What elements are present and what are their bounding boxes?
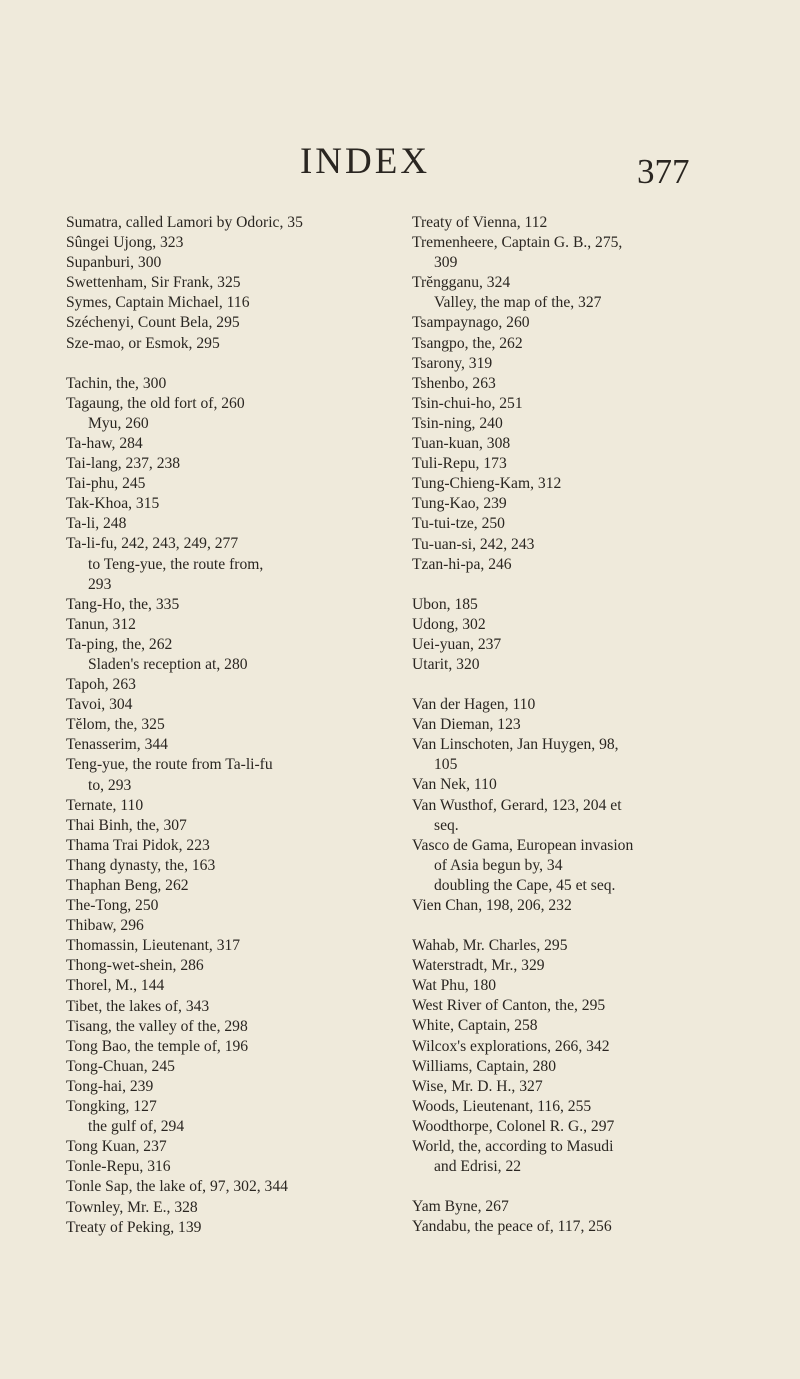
index-entry: Tonle-Repu, 316 bbox=[66, 1158, 171, 1176]
index-entry: Vasco de Gama, European invasion bbox=[412, 836, 634, 854]
index-entry: Woods, Lieutenant, 116, 255 bbox=[412, 1097, 592, 1115]
index-entry: Tsin-chui-ho, 251 bbox=[412, 394, 523, 412]
index-entry: Townley, Mr. E., 328 bbox=[66, 1198, 198, 1216]
index-entry: Tung-Kao, 239 bbox=[412, 495, 507, 513]
index-entry: World, the, according to Masudi bbox=[412, 1138, 614, 1156]
index-entry: Woodthorpe, Colonel R. G., 297 bbox=[412, 1117, 615, 1135]
index-subentry: 293 bbox=[88, 575, 112, 593]
index-entry: Van Nek, 110 bbox=[412, 776, 497, 794]
section-gap bbox=[412, 1177, 717, 1197]
index-entry: Williams, Captain, 280 bbox=[412, 1057, 557, 1075]
index-entry: Tak-Khoa, 315 bbox=[66, 495, 160, 513]
index-subentry: Myu, 260 bbox=[88, 414, 149, 432]
index-entry: Yam Byne, 267 bbox=[412, 1198, 509, 1216]
index-entry: Tachin, the, 300 bbox=[66, 374, 167, 392]
index-entry: Treaty of Peking, 139 bbox=[66, 1218, 202, 1236]
index-entry: Ubon, 185 bbox=[412, 595, 478, 613]
index-entry: Ternate, 110 bbox=[66, 796, 144, 814]
index-entry: Tong Kuan, 237 bbox=[66, 1138, 167, 1156]
index-entry: Tu-tui-tze, 250 bbox=[412, 515, 505, 533]
index-entry: Tenasserim, 344 bbox=[66, 736, 168, 754]
index-entry: Tavoi, 304 bbox=[66, 696, 133, 714]
index-entry: Sumatra, called Lamori by Odoric, 35 bbox=[66, 214, 303, 231]
page-title: INDEX bbox=[299, 141, 431, 182]
index-entry: Tong Bao, the temple of, 196 bbox=[66, 1037, 249, 1055]
index-column-right bbox=[412, 213, 717, 1237]
index-entry: Thibaw, 296 bbox=[66, 917, 144, 935]
index-entry: Thang dynasty, the, 163 bbox=[66, 856, 216, 874]
index-entry: Van der Hagen, 110 bbox=[412, 696, 536, 714]
index-entry: Supanburi, 300 bbox=[66, 254, 162, 272]
index-entry: Tonle Sap, the lake of, 97, 302, 344 bbox=[66, 1178, 288, 1196]
page-header bbox=[0, 138, 800, 191]
index-entry-continuation: to, 293 bbox=[88, 776, 132, 794]
index-entry: Tapoh, 263 bbox=[66, 676, 136, 694]
index-entry: Waterstradt, Mr., 329 bbox=[412, 957, 545, 975]
section-gap bbox=[412, 575, 717, 595]
index-entry: Tuli-Repu, 173 bbox=[412, 455, 507, 473]
index-entry: Széchenyi, Count Bela, 295 bbox=[66, 314, 240, 332]
index-entry-continuation: and Edrisi, 22 bbox=[434, 1158, 522, 1176]
section-gap bbox=[412, 916, 717, 936]
index-subentry: Sladen's reception at, 280 bbox=[88, 655, 248, 673]
index-subentry: doubling the Cape, 45 et seq. bbox=[434, 876, 616, 894]
index-entry-continuation: 105 bbox=[434, 756, 458, 774]
index-entry: Ta-li, 248 bbox=[66, 515, 127, 533]
index-entry: Van Linschoten, Jan Huygen, 98, bbox=[412, 736, 619, 754]
index-entry: Tzan-hi-pa, 246 bbox=[412, 555, 512, 573]
index-entry: Tang-Ho, the, 335 bbox=[66, 595, 180, 613]
index-subentry: to Teng-yue, the route from, bbox=[88, 555, 264, 573]
page-number: 377 bbox=[637, 152, 690, 191]
index-entry: Tisang, the valley of the, 298 bbox=[66, 1017, 248, 1035]
index-entry: The-Tong, 250 bbox=[66, 897, 159, 915]
index-entry: Tsampaynago, 260 bbox=[412, 314, 530, 332]
index-entry: Tsarony, 319 bbox=[412, 354, 493, 372]
index-subentry: Valley, the map of the, 327 bbox=[434, 294, 602, 312]
index-entry: Wilcox's explorations, 266, 342 bbox=[412, 1037, 610, 1055]
index-entry: Sze-mao, or Esmok, 295 bbox=[66, 334, 220, 352]
index-entry: Tshenbo, 263 bbox=[412, 374, 496, 392]
index-entry: Tong-hai, 239 bbox=[66, 1077, 154, 1095]
index-entry: White, Captain, 258 bbox=[412, 1017, 538, 1035]
index-entry: Treaty of Vienna, 112 bbox=[412, 214, 548, 231]
index-entry: Teng-yue, the route from Ta-li-fu bbox=[66, 756, 273, 774]
index-entry: Symes, Captain Michael, 116 bbox=[66, 294, 250, 312]
index-entry: Van Wusthof, Gerard, 123, 204 et bbox=[412, 796, 622, 814]
index-entry: Vien Chan, 198, 206, 232 bbox=[412, 897, 572, 914]
index-entry: Yandabu, the peace of, 117, 256 bbox=[412, 1218, 612, 1236]
index-entry: Thong-wet-shein, 286 bbox=[66, 957, 204, 975]
index-entry: Thaphan Beng, 262 bbox=[66, 877, 189, 894]
section-gap bbox=[66, 354, 381, 374]
index-entry: Tai-lang, 237, 238 bbox=[66, 455, 181, 473]
index-entry-continuation: seq. bbox=[434, 816, 459, 834]
index-entry: Thama Trai Pidok, 223 bbox=[66, 836, 210, 854]
index-subentry: the gulf of, 294 bbox=[88, 1118, 185, 1136]
index-entry: Udong, 302 bbox=[412, 615, 486, 633]
index-entry: Tremenheere, Captain G. B., 275, bbox=[412, 234, 623, 252]
index-entry: Thorel, M., 144 bbox=[66, 977, 165, 995]
index-entry: Tanun, 312 bbox=[66, 615, 136, 633]
index-entry: Uei-yuan, 237 bbox=[412, 635, 502, 653]
index-entry: Utarit, 320 bbox=[412, 655, 480, 673]
index-entry: Tsangpo, the, 262 bbox=[412, 334, 523, 352]
index-entry: Tongking, 127 bbox=[66, 1098, 157, 1116]
index-column-left bbox=[66, 213, 381, 1238]
index-entry: Thomassin, Lieutenant, 317 bbox=[66, 937, 241, 955]
index-entry: Tagaung, the old fort of, 260 bbox=[66, 394, 245, 412]
index-entry: Ta-haw, 284 bbox=[66, 434, 143, 452]
index-entry: Tung-Chieng-Kam, 312 bbox=[412, 475, 562, 493]
index-entry: Ta-li-fu, 242, 243, 249, 277 bbox=[66, 535, 239, 553]
index-entry: Sûngei Ujong, 323 bbox=[66, 234, 184, 252]
index-entry: Tong-Chuan, 245 bbox=[66, 1057, 175, 1075]
index-entry: Tsin-ning, 240 bbox=[412, 414, 503, 432]
index-entry-continuation: of Asia begun by, 34 bbox=[434, 856, 563, 874]
index-entry-continuation: 309 bbox=[434, 254, 458, 272]
index-entry: Tĕlom, the, 325 bbox=[66, 716, 165, 734]
index-entry: Tu-uan-si, 242, 243 bbox=[412, 535, 535, 553]
index-entry: West River of Canton, the, 295 bbox=[412, 997, 606, 1015]
section-gap bbox=[412, 675, 717, 695]
index-entry: Swettenham, Sir Frank, 325 bbox=[66, 274, 241, 292]
index-entry: Tuan-kuan, 308 bbox=[412, 435, 511, 453]
index-entry: Wahab, Mr. Charles, 295 bbox=[412, 937, 568, 955]
index-entry: Wise, Mr. D. H., 327 bbox=[412, 1077, 543, 1095]
index-entry: Van Dieman, 123 bbox=[412, 716, 521, 734]
index-entry: Tibet, the lakes of, 343 bbox=[66, 997, 210, 1015]
index-entry: Ta-ping, the, 262 bbox=[66, 635, 173, 653]
index-entry: Thai Binh, the, 307 bbox=[66, 816, 187, 834]
index-entry: Wat Phu, 180 bbox=[412, 977, 497, 995]
index-entry: Tai-phu, 245 bbox=[66, 475, 146, 493]
index-entry: Trĕngganu, 324 bbox=[412, 274, 511, 292]
